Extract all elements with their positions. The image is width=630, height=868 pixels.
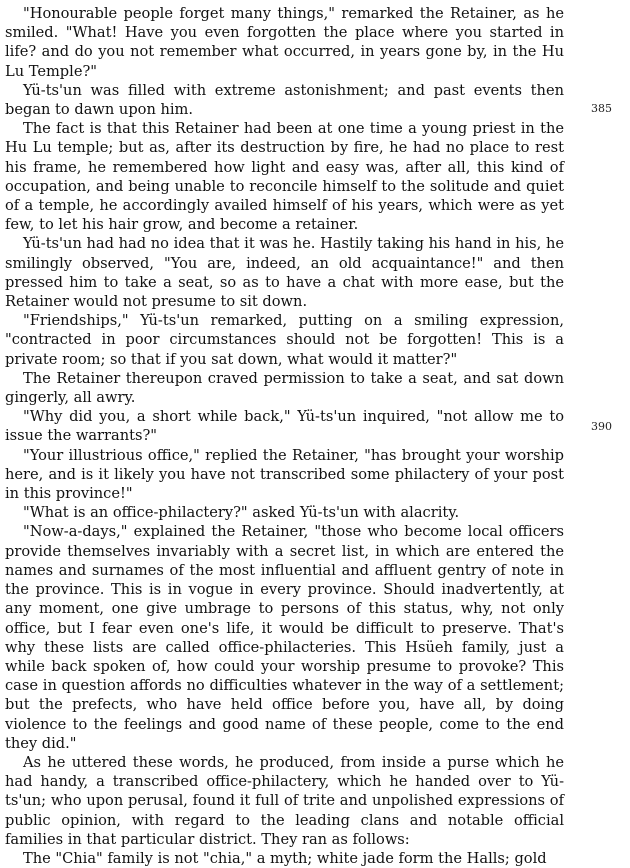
paragraph: "Now-a-days," explained the Retainer, "those who become local officers provide themselves invariably with a secret list, in which are entered the names and surnames of the most influential and affluent gentry of note in the province. This is in vogue in every province. Should inadvertently, at any moment, one give umbrage to persons of this status, why, not only office, but I fear even one's life, it would be difficult to preserve. That's why these lists are called office-philacteries. This Hsüeh family, just a while back spoken of, how could your worship presume to provoke? This case in question affords no difficulties whatever in the way of a settlement; but the prefects, who have held office before you, have all, by doing violence to the feelings and good name of these people, come to the end they did." (5, 523, 564, 752)
paragraph: As he uttered these words, he produced, from inside a purse which he had handy, a transcribed office-philactery, which he handed over to Yü-ts'un; who upon perusal, found it full of trite and unpolished expressions of public opinion, with regard to the leading clans and notable official families in that particular district. They ran as follows: (5, 753, 564, 848)
paragraph: "Friendships," Yü-ts'un remarked, putting on a smiling expression, "contracted in poor circumstances should not be forgotten! This is a private room; so that if you sat down, what would it matter?" (5, 312, 564, 368)
line-number: 385 (591, 102, 612, 115)
paragraph: The Retainer thereupon craved permission to take a seat, and sat down gingerly, all awry. (5, 369, 564, 407)
paragraph: The "Chia" family is not "chia," a myth; white jade form the Halls; gold (23, 849, 547, 867)
paragraph: "What is an office-philactery?" asked Yü-ts'un with alacrity. (23, 504, 460, 522)
paragraph: "Why did you, a short while back," Yü-ts'un inquired, "not allow me to issue the warrants?" (5, 408, 564, 445)
paragraph: "Your illustrious office," replied the Retainer, "has brought your worship here, and is it likely you have not transcribed some philactery of your post in this province!" (5, 446, 564, 503)
paragraph: "Honourable people forget many things," remarked the Retainer, as he smiled. "What! Have you even forgotten the place where you started in life? and do you not remember what occurred, in years gone by, in the Hu Lu Temple?" (5, 5, 564, 80)
paragraph: The fact is that this Retainer had been at one time a young priest in the Hu Lu temple; but as, after its destruction by fire, he had no place to rest his frame, he remembered how light and easy was, after all, this kind of occupation, and being unable to reconcile himself to the solitude and quiet of a temple, he accordingly availed himself of his years, which were as yet few, to let his hair grow, and become a retainer. (5, 120, 564, 234)
text-column (5, 4, 564, 868)
line-number: 390 (591, 420, 612, 433)
paragraph: Yü-ts'un had had no idea that it was he. Hastily taking his hand in his, he smilingly observed, "You are, indeed, an old acquaintance!" and then pressed him to take a seat, so as to have a chat with more ease, but the Retainer would not presume to sit down. (5, 235, 564, 311)
paragraph: Yü-ts'un was filled with extreme astonishment; and past events then began to dawn upon him. (5, 81, 564, 119)
